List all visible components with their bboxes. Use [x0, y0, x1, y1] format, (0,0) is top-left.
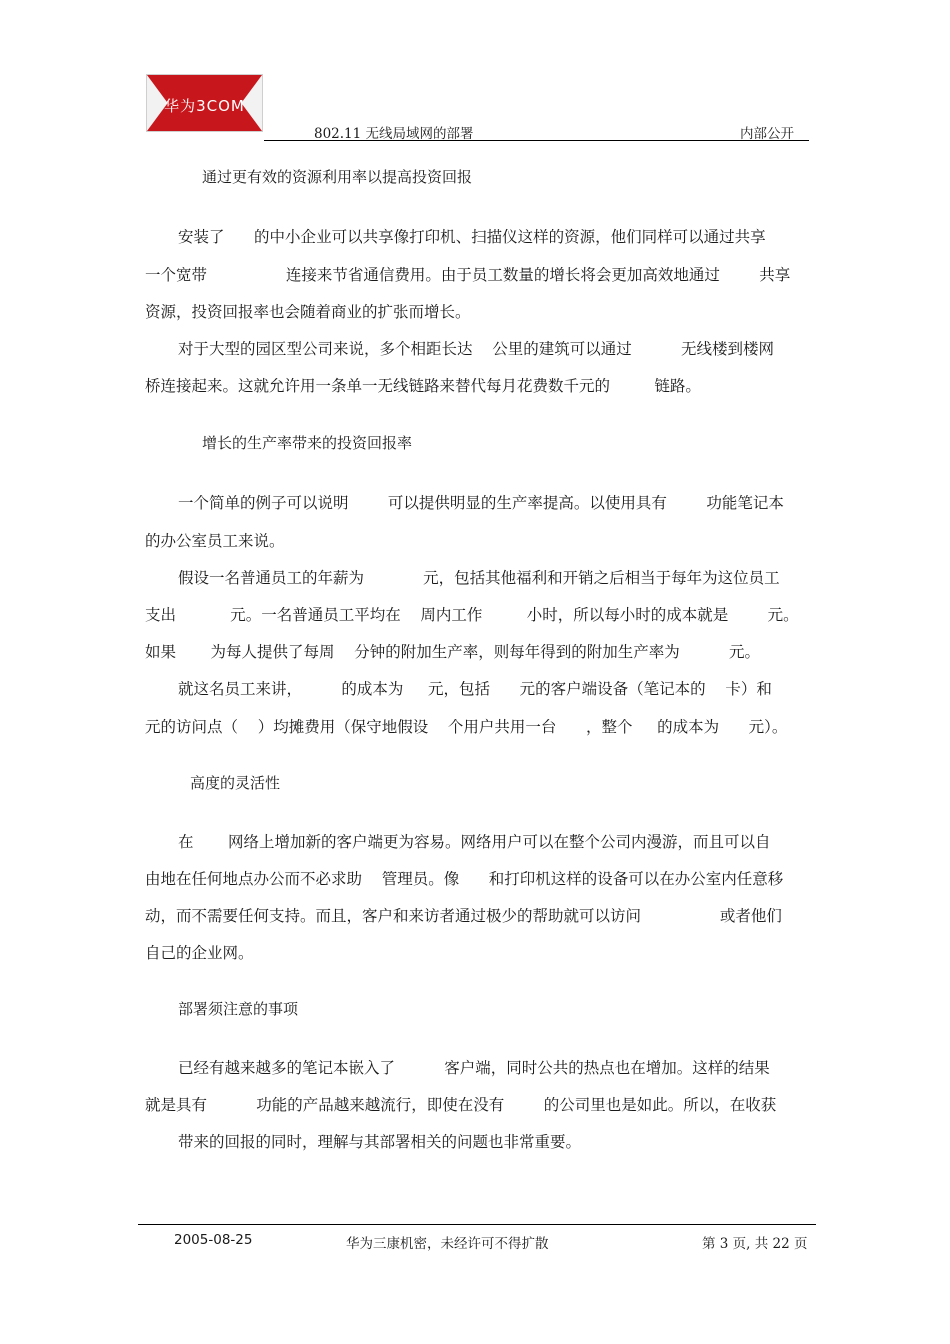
paragraph-line: 动，而不需要任何支持。而且，客户和来访者通过极少的帮助就可以访问 或者他们 [145, 907, 782, 925]
section-heading: 通过更有效的资源利用率以提高投资回报 [202, 168, 473, 186]
section-heading: 部署须注意的事项 [178, 1000, 299, 1018]
paragraph-line: 已经有越来越多的笔记本嵌入了 客户端，同时公共的热点也在增加。这样的结果 [178, 1059, 770, 1077]
header-doc-title: 802.11 无线局域网的部署 [314, 126, 474, 142]
section-heading: 增长的生产率带来的投资回报率 [202, 434, 413, 452]
paragraph-line: 支出 元。一名普通员工平均在 周内工作 小时，所以每小时的成本就是 元。 [145, 606, 799, 624]
header-classification: 内部公开 [740, 126, 794, 142]
paragraph-line: 假设一名普通员工的年薪为 元，包括其他福利和开销之后相当于每年为这位员工 [178, 569, 780, 587]
paragraph-line: 的办公室员工来说。 [145, 532, 285, 550]
paragraph-line: 自己的企业网。 [145, 944, 254, 962]
paragraph-line: 如果 为每人提供了每周 分钟的附加生产率，则每年得到的附加生产率为 元。 [145, 643, 760, 661]
paragraph-line: 一个宽带 连接来节省通信费用。由于员工数量的增长将会更加高效地通过 共享 [145, 266, 791, 284]
paragraph-line: 桥连接起来。这就允许用一条单一无线链路来替代每月花费数千元的 链路。 [145, 377, 701, 395]
paragraph-line: 由地在任何地点办公而不必求助 管理员。像 和打印机这样的设备可以在办公室内任意移 [145, 870, 784, 888]
paragraph-line: 一个简单的例子可以说明 可以提供明显的生产率提高。以使用具有 功能笔记本 [178, 494, 784, 512]
paragraph-line: 在 网络上增加新的客户端更为容易。网络用户可以在整个公司内漫游，而且可以自 [178, 833, 771, 851]
paragraph-line: 就这名员工来讲， 的成本为 元，包括 元的客户端设备（笔记本的 卡）和 [178, 680, 772, 698]
footer-date: 2005-08-25 [174, 1232, 253, 1248]
paragraph-line: 对于大型的园区型公司来说，多个相距长达 公里的建筑可以通过 无线楼到楼网 [178, 340, 774, 358]
logo-text: 华为3COM [164, 97, 245, 115]
footer-confidential: 华为三康机密，未经许可不得扩散 [346, 1236, 549, 1252]
section-heading: 高度的灵活性 [190, 774, 281, 792]
company-logo [146, 74, 263, 132]
footer-divider [138, 1224, 816, 1225]
paragraph-line: 元的访问点（ ）均摊费用（保守地假设 个用户共用一台 ，整个 的成本为 元）。 [145, 718, 788, 736]
header-divider [264, 140, 809, 141]
paragraph-line: 带来的回报的同时，理解与其部署相关的问题也非常重要。 [178, 1133, 582, 1151]
paragraph-line: 资源，投资回报率也会随着商业的扩张而增长。 [145, 303, 471, 321]
paragraph-line: 就是具有 功能的产品越来越流行，即使在没有 的公司里也是如此。所以，在收获 [145, 1096, 777, 1114]
paragraph-line: 安装了 的中小企业可以共享像打印机、扫描仪这样的资源，他们同样可以通过共享 [178, 228, 766, 246]
footer-page-info: 第 3 页, 共 22 页 [702, 1236, 808, 1252]
